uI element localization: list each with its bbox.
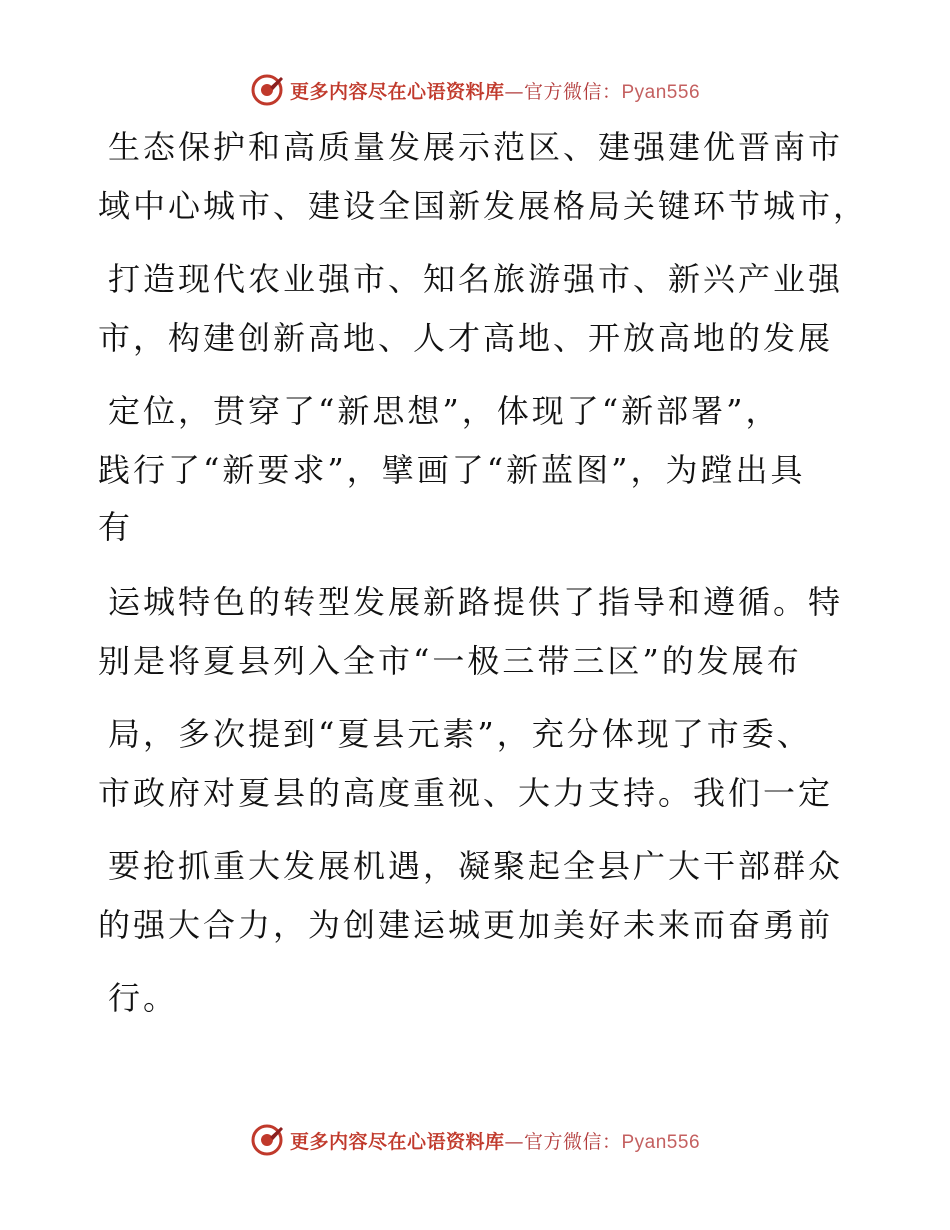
text-line: 运城特色的转型发展新路提供了指导和遵循。特 xyxy=(108,583,844,621)
footer-banner-text xyxy=(290,1127,700,1154)
text-line: 域中心城市、建设全国新发展格局关键环节城市， xyxy=(98,187,869,225)
header-contact-id: Pyan556 xyxy=(621,81,701,103)
footer-contact-label: 官方微信： xyxy=(523,1130,622,1153)
text-line: 打造现代农业强市、知名旅游强市、新兴产业强 xyxy=(108,260,844,298)
text-line: 要抢抓重大发展机遇，凝聚起全县广大干部群众 xyxy=(108,847,844,885)
footer-brand: 更多内容尽在心语资料库 xyxy=(289,1130,505,1153)
footer-banner-inner xyxy=(250,1123,700,1157)
text-line: 市，构建创新高地、人才高地、开放高地的发展 xyxy=(98,319,834,357)
text-line: 局，多次提到“夏县元素”，充分体现了市委、 xyxy=(108,715,812,753)
text-line: 的强大合力，为创建运城更加美好未来而奋勇前 xyxy=(98,906,834,944)
text-line: 定位，贯穿了“新思想”，体现了“新部署”， xyxy=(108,392,781,430)
footer-banner xyxy=(0,1120,950,1160)
text-line: 别是将夏县列入全市“一极三带三区”的发展布 xyxy=(98,642,802,680)
text-line: 践行了“新要求”，擘画了“新蓝图”，为蹚出具 xyxy=(98,451,806,489)
text-line: 行。 xyxy=(108,979,179,1017)
text-line: 生态保护和高质量发展示范区、建强建优晋南市 xyxy=(108,128,844,166)
header-contact-label: 官方微信： xyxy=(523,80,622,103)
text-line: 市政府对夏县的高度重视、大力支持。我们一定 xyxy=(98,774,834,812)
header-separator: — xyxy=(504,80,524,103)
pen-logo-icon xyxy=(250,1123,284,1157)
footer-separator: — xyxy=(504,1130,524,1153)
text-line: 有 xyxy=(98,508,134,546)
header-brand: 更多内容尽在心语资料库 xyxy=(289,80,505,103)
footer-contact-id: Pyan556 xyxy=(621,1131,701,1153)
